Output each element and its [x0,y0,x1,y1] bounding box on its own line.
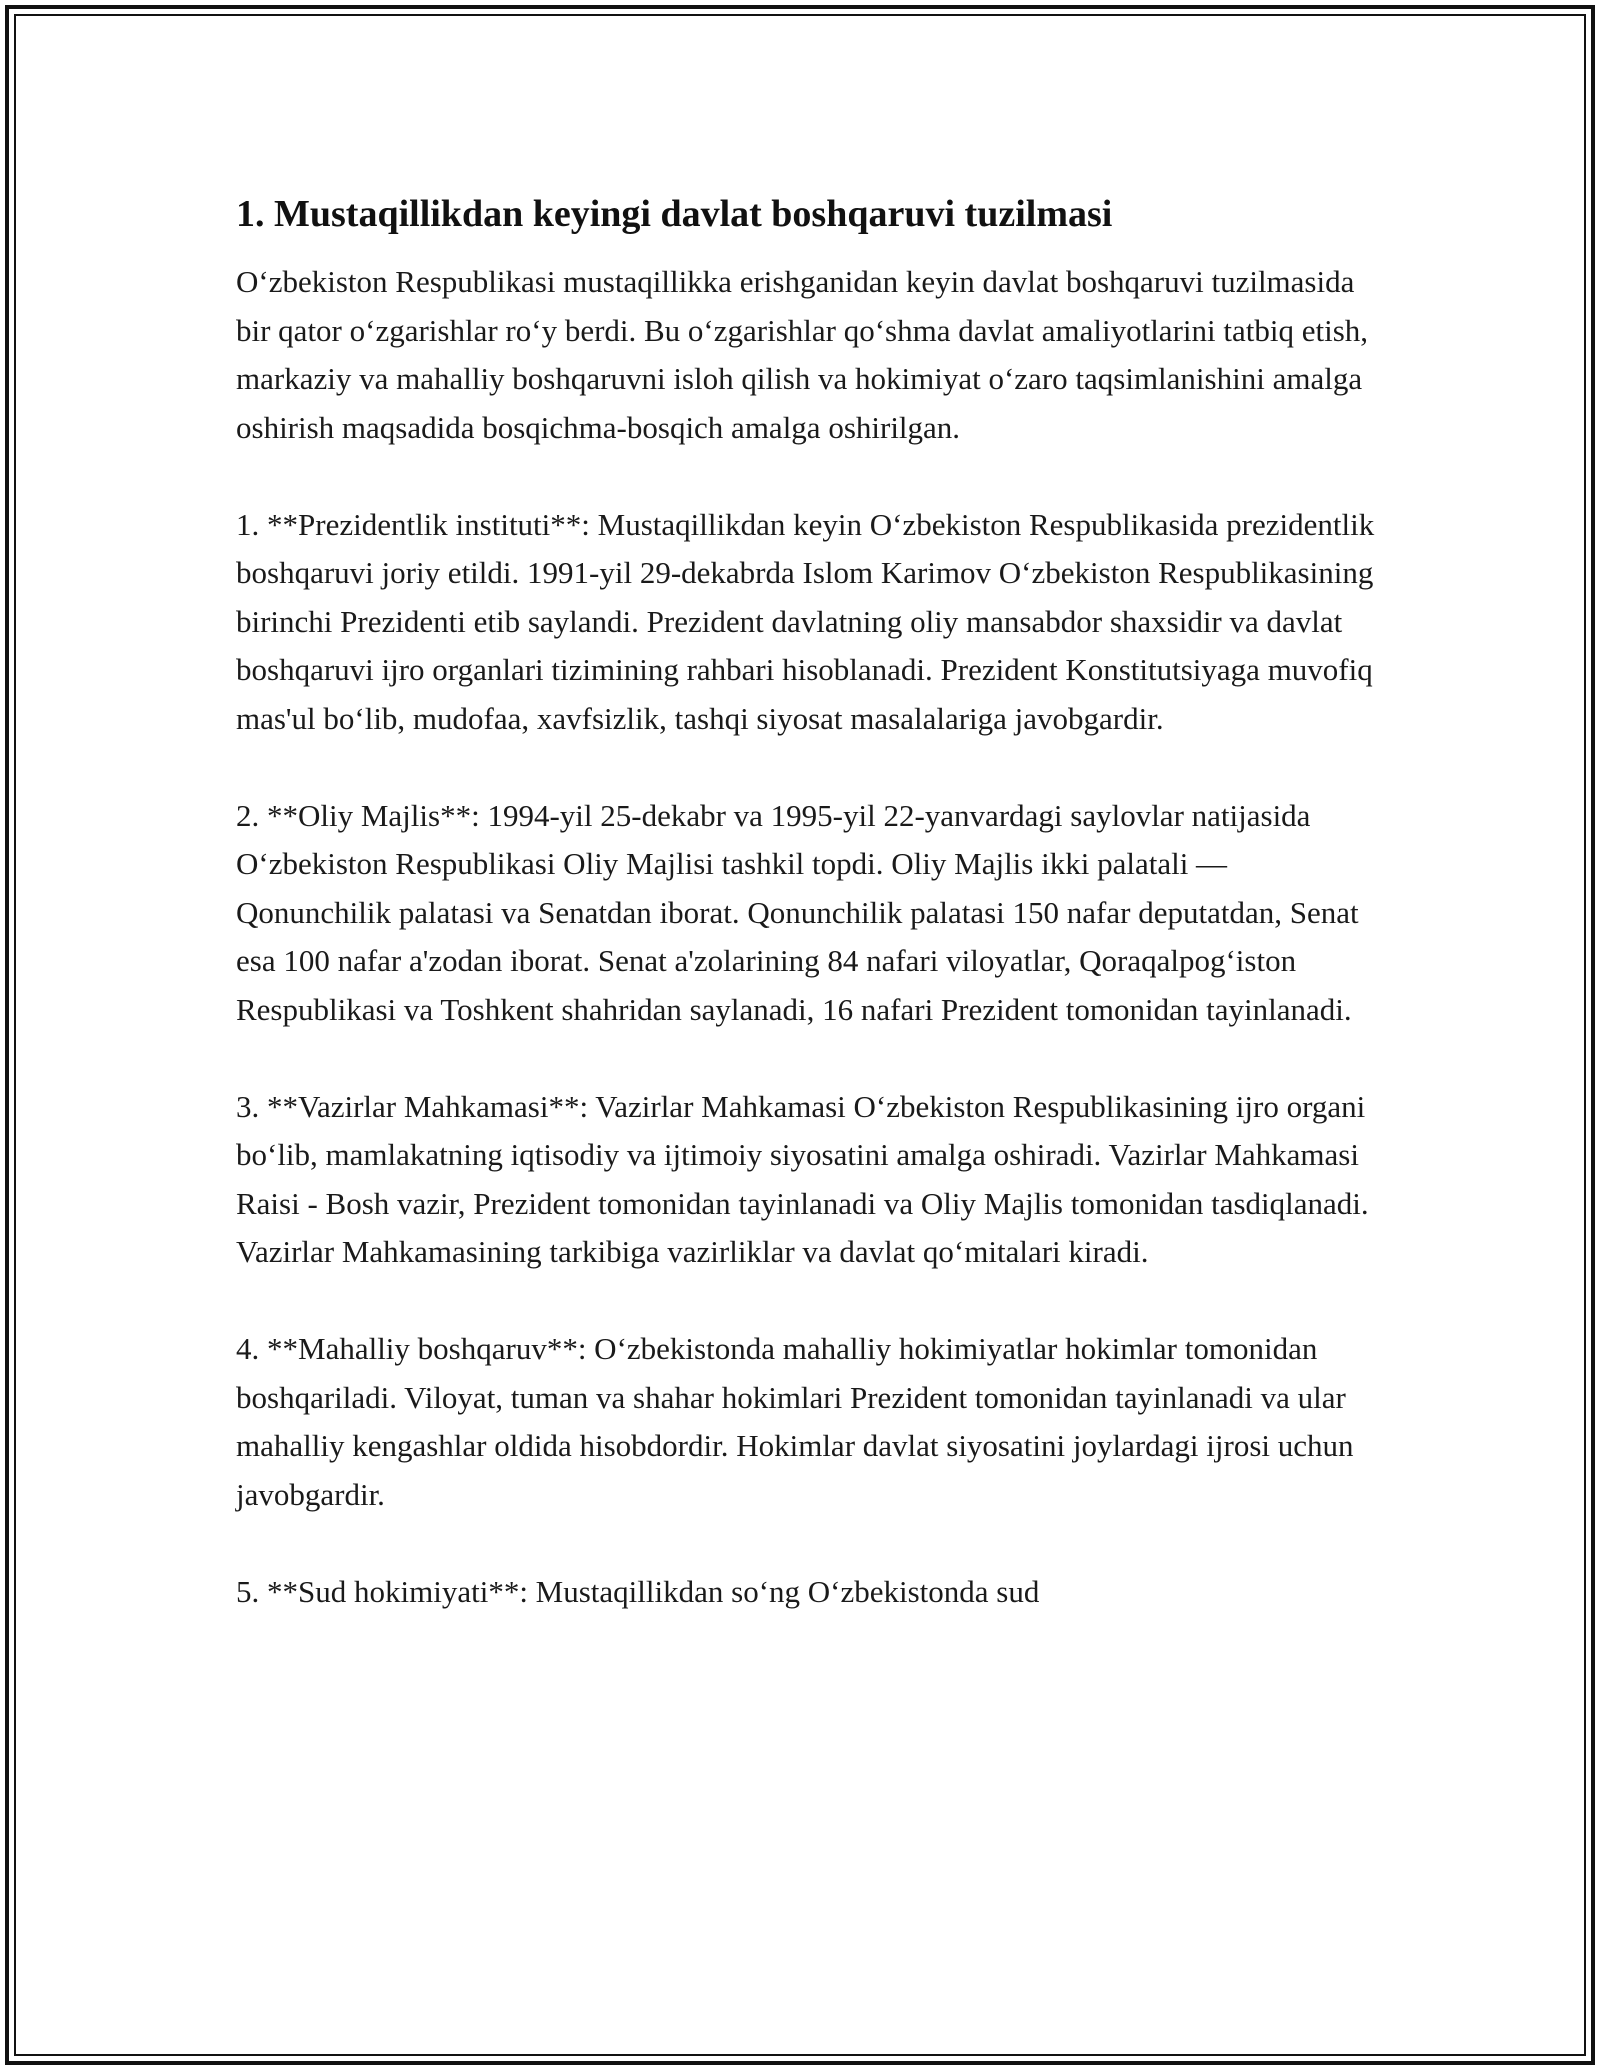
paragraph-oliy-majlis: 2. **Oliy Majlis**: 1994-yil 25-dekabr va 1995-yil 22-yanvardagi saylovlar natijasida Oʻzbekiston Respublikasi Oliy Majlisi tashkil topdi. Oliy Majlis ikki palatali — Qonunchilik palatasi va Senatdan iborat. Qonunchilik palatasi 150 nafar deputatdan, Senat esa 100 nafar a'zodan iborat. Senat a'zolarining 84 nafari viloyatlar, Qoraqalpogʻiston Respublikasi va Toshkent shahridan saylanadi, 16 nafari Prezident tomonidan tayinlanadi. [236,797,1359,1027]
paragraph-local-government: 4. **Mahalliy boshqaruv**: Oʻzbekistonda mahalliy hokimiyatlar hokimlar tomonidan boshqariladi. Viloyat, tuman va shahar hokimlari Prezident tomonidan tayinlanadi va ular mahalliy kengashlar oldida hisobdordir. Hokimlar davlat siyosatini joylardagi ijrosi uchun javobgardir. [236,1331,1354,1512]
document-title: 1. Mustaqillikdan keyingi davlat boshqaruvi tuzilmasi [236,193,1113,235]
paragraph-presidency: 1. **Prezidentlik instituti**: Mustaqillikdan keyin Oʻzbekiston Respublikasida prezidentlik boshqaruvi joriy etildi. 1991-yil 29-dekabrda Islom Karimov Oʻzbekiston Respublikasining birinchi Prezidenti etib saylandi. Prezident davlatning oliy mansabdor shaxsidir va davlat boshqaruvi ijro organlari tizimining rahbari hisoblanadi. Prezident Konstitutsiyaga muvofiq mas'ul boʻlib, mudofaa, xavfsizlik, tashqi siyosat masalalariga javobgardir. [236,506,1375,736]
intro-paragraph: Oʻzbekiston Respublikasi mustaqillikka erishganidan keyin davlat boshqaruvi tuzilmasida bir qator oʻzgarishlar roʻy berdi. Bu oʻzgarishlar qoʻshma davlat amaliyotlarini tatbiq etish, markaziy va mahalliy boshqaruvni isloh qilish va hokimiyat oʻzaro taqsimlanishini amalga oshirish maqsadida bosqichma-bosqich amalga oshirilgan. [236,264,1369,445]
paragraph-cabinet-of-ministers: 3. **Vazirlar Mahkamasi**: Vazirlar Mahkamasi Oʻzbekiston Respublikasining ijro organi boʻlib, mamlakatning iqtisodiy va ijtimoiy siyosatini amalga oshiradi. Vazirlar Mahkamasi Raisi - Bosh vazir, Prezident tomonidan tayinlanadi va Oliy Majlis tomonidan tasdiqlanadi. Vazirlar Mahkamasining tarkibiga vazirliklar va davlat qoʻmitalari kiradi. [236,1088,1369,1269]
paragraph-judiciary: 5. **Sud hokimiyati**: Mustaqillikdan soʻng Oʻzbekistonda sud [236,1573,1040,1609]
document-body [236,188,1376,1665]
